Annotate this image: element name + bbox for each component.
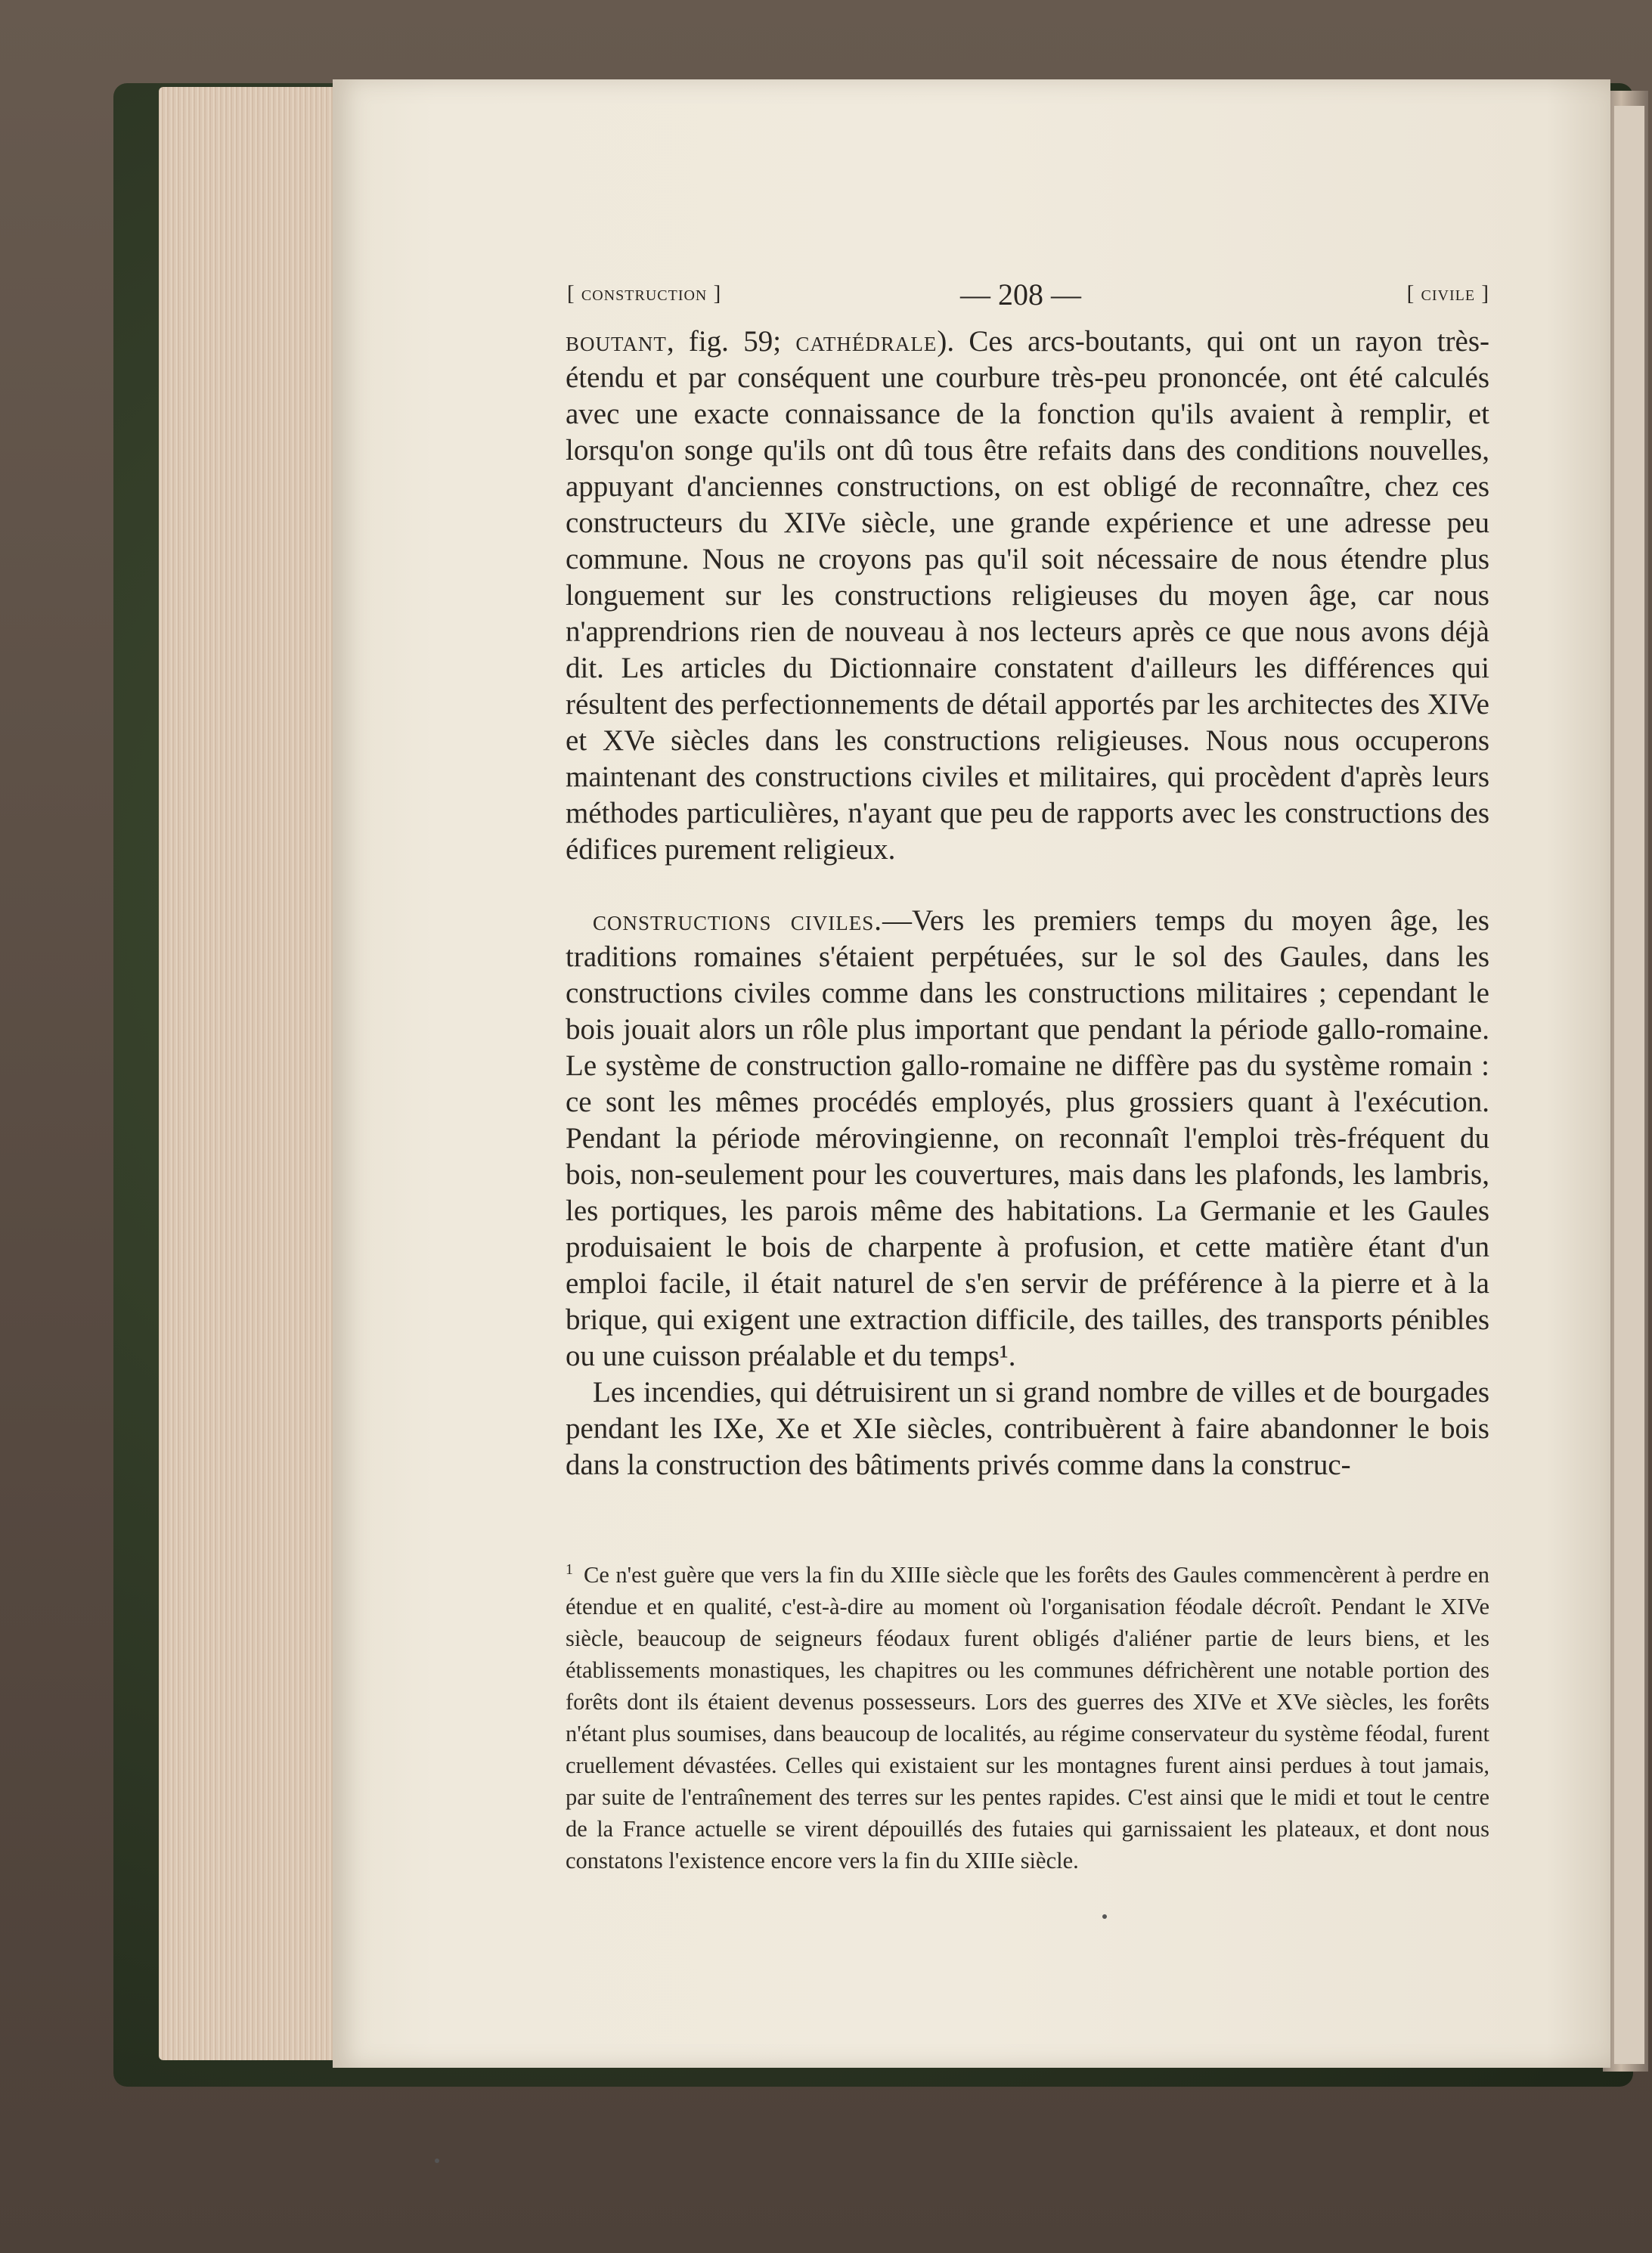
main-text <box>566 324 1489 1483</box>
paragraph-2-text: —Vers les premiers temps du moyen âge, les traditions romaines s'étaient perpétuées, sur le sol des Gaules, dans les constructions civiles comme dans les constructions militaires ; cependant le bois jouait alors un rôle plus important que pendant la période gallo-romaine. Le système de construction gallo-romaine ne diffère pas du système romain : ce sont les mêmes procédés employés, plus grossiers quant à l'exécution. Pendant la période mérovingienne, on reconnaît l'emploi très-fréquent du bois, non-seulement pour les couvertures, mais dans les plafonds, les lambris, les portiques, les parois même des habitations. La Germanie et les Gaules produisaient le bois de charpente à profusion, et cette matière étant d'un emploi facile, il était naturel de s'en servir de préférence à la pierre et à la brique, qui exigent une extraction difficile, des tailles, des transports pénibles ou une cuisson préalable et du temps¹. <box>566 904 1489 1372</box>
paragraph-2 <box>566 903 1489 1374</box>
header-section-right: [ civile ] <box>1406 281 1489 305</box>
footnote <box>566 1554 1489 1876</box>
page-edges <box>159 87 348 2060</box>
paragraph-1 <box>566 324 1489 868</box>
page-number: — 208 — <box>960 277 1081 311</box>
paragraph-1-text-a: , fig. 59; <box>666 325 796 358</box>
paragraph-2-lead: constructions civiles. <box>593 904 882 937</box>
paragraph-3-text: Les incendies, qui détruisirent un si grand nombre de villes et de bourgades pendant les IXe, Xe et XIe siècles, contribuèrent à faire abandonner le bois dans la construction des bâtiments privés comme dans la construc- <box>566 1376 1489 1481</box>
paragraph-1-lead: boutant <box>566 325 667 358</box>
header-section-left: [ construction ] <box>567 281 722 305</box>
paper-speck <box>435 2158 439 2163</box>
footnote-mark: 1 <box>566 1561 573 1578</box>
running-header <box>567 277 1489 315</box>
paragraph-3 <box>566 1374 1489 1483</box>
paper-speck <box>1102 1914 1107 1919</box>
paragraph-1-lead-2: cathédrale <box>795 325 938 358</box>
footnote-text: Ce n'est guère que vers la fin du XIIIe siècle que les forêts des Gaules commencèrent à perdre en étendue et en qualité, c'est-à-dire au moment où l'organisation féodale décroît. Pendant le XIVe siècle, beaucoup de seigneurs féodaux furent obligés d'aliéner partie de leurs biens, et les établissements monastiques, les chapitres ou les communes défrichèrent une notable portion des forêts dont ils étaient devenus possesseurs. Lors des guerres des XIVe et XVe siècles, les forêts n'étant plus soumises, dans beaucoup de localités, au régime conservateur du système féodal, furent cruellement dévastées. Celles qui existaient sur les montagnes furent ainsi perdues à tout jamais, par suite de l'entraînement des terres sur les pentes rapides. C'est ainsi que le midi et tout le centre de la France actuelle se virent dépouillés des futaies qui garnissaient les plateaux, et dont nous constatons l'existence encore vers la fin du XIIIe siècle. <box>566 1562 1489 1874</box>
paragraph-1-text-b: ). Ces arcs-boutants, qui ont un rayon très-étendu et par conséquent une courbure très-peu prononcée, ont été calculés avec une exacte connaissance de la fonction qu'ils avaient à remplir, et lorsqu'on songe qu'ils ont dû tous être refaits dans des conditions nouvelles, appuyant d'anciennes constructions, on est obligé de reconnaître, chez ces constructeurs du XIVe siècle, une grande expérience et une adresse peu commune. Nous ne croyons pas qu'il soit nécessaire de nous étendre plus longuement sur les constructions religieuses du moyen âge, car nous n'apprendrions rien de nouveau à nos lecteurs après ce que nous avons déjà dit. Les articles du Dictionnaire constatent d'ailleurs les différences qui résultent des perfectionnements de détail apportés par les architectes des XIVe et XVe siècles dans les constructions religieuses. Nous nous occuperons maintenant des constructions civiles et militaires, qui procèdent d'après leurs méthodes particulières, n'ayant que peu de rapports avec les constructions des édifices purement religieux. <box>566 325 1489 866</box>
next-page-edge <box>1614 106 1644 2064</box>
